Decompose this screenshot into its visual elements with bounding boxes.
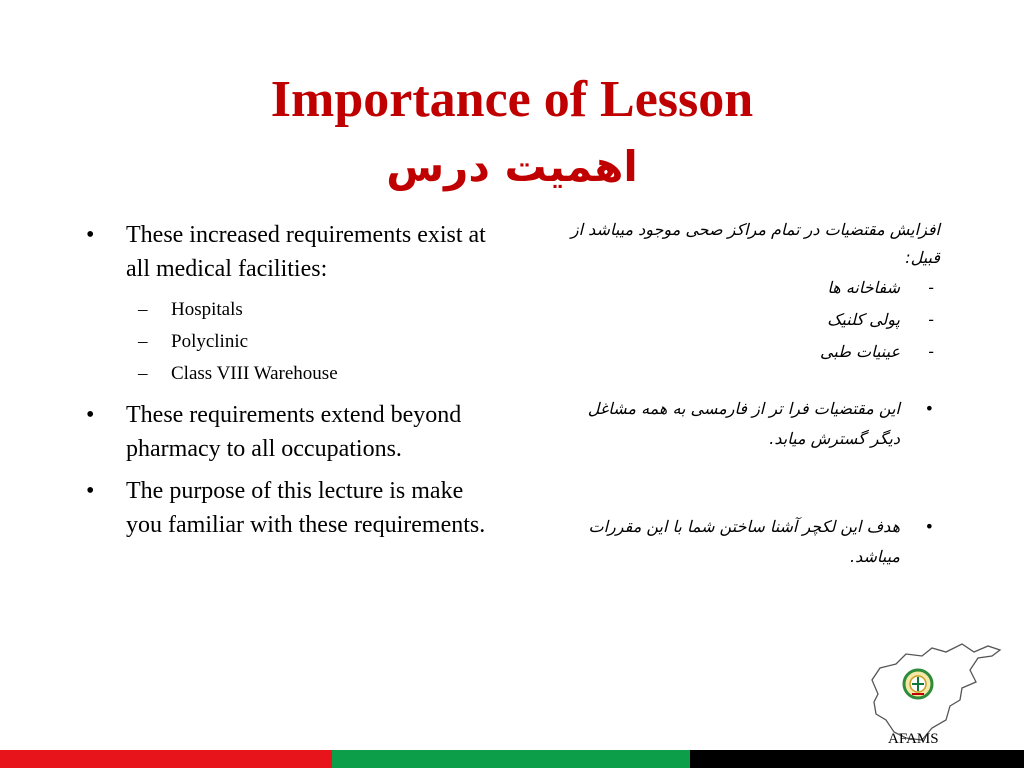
bullet-item — [86, 474, 486, 542]
dari-content — [560, 216, 940, 572]
bullet-item — [86, 218, 486, 286]
dash-icon: – — [138, 331, 148, 352]
dari-sub-item-text: عینیات طبی — [820, 342, 900, 361]
bullet-dot-icon: • — [86, 478, 95, 504]
slide-title: Importance of Lesson — [270, 71, 754, 128]
footer-stripe-green — [332, 750, 690, 768]
sub-item — [86, 358, 486, 390]
dash-icon: – — [138, 299, 148, 320]
dari-sub-item-text: پولی کلنیک — [827, 310, 900, 329]
sub-item — [86, 326, 486, 358]
bullet-text: These increased requirements exist at all medical facilities: — [126, 222, 486, 282]
dash-icon: - — [928, 310, 934, 329]
org-label: AFAMS — [888, 731, 939, 747]
bullet-item — [86, 398, 486, 466]
sub-item-text: Hospitals — [171, 299, 243, 320]
english-content — [86, 218, 486, 550]
footer-stripe-red — [0, 750, 332, 768]
dari-sub-item — [560, 304, 940, 336]
dari-bullet-item — [560, 394, 940, 454]
bullet-dot-icon: • — [86, 222, 95, 248]
afghanistan-map-logo — [866, 640, 1004, 744]
dash-icon: - — [928, 342, 934, 361]
bullet-dot-icon: • — [924, 517, 934, 536]
sub-item — [86, 294, 486, 326]
dash-icon: - — [928, 278, 934, 297]
dari-bullet-item — [560, 512, 940, 572]
bullet-dot-icon: • — [86, 402, 95, 428]
dari-intro: افزایش مقتضیات در تمام مراکز صحی موجود میباشد از قبیل: — [570, 220, 940, 267]
bullet-dot-icon: • — [924, 399, 934, 418]
dari-bullet-text: هدف این لکچر آشنا ساختن شما با این مقررات میباشد. — [588, 517, 900, 566]
dari-bullet-text: این مقتضیات فرا تر از فارمسی به همه مشاغل دیگر گسترش میابد. — [587, 399, 900, 448]
bullet-text: These requirements extend beyond pharmacy to all occupations. — [126, 402, 462, 462]
dash-icon: – — [138, 363, 148, 384]
dari-sub-item — [560, 272, 940, 304]
slide-subtitle: اهمیت درس — [386, 142, 638, 191]
dari-sub-item — [560, 336, 940, 368]
sub-item-text: Class VIII Warehouse — [171, 363, 338, 384]
dari-sub-item-text: شفاخانه ها — [827, 278, 900, 297]
bullet-text: The purpose of this lecture is make you familiar with these requirements. — [126, 478, 486, 538]
footer-stripe-black — [690, 750, 1024, 768]
sub-item-text: Polyclinic — [171, 331, 249, 352]
